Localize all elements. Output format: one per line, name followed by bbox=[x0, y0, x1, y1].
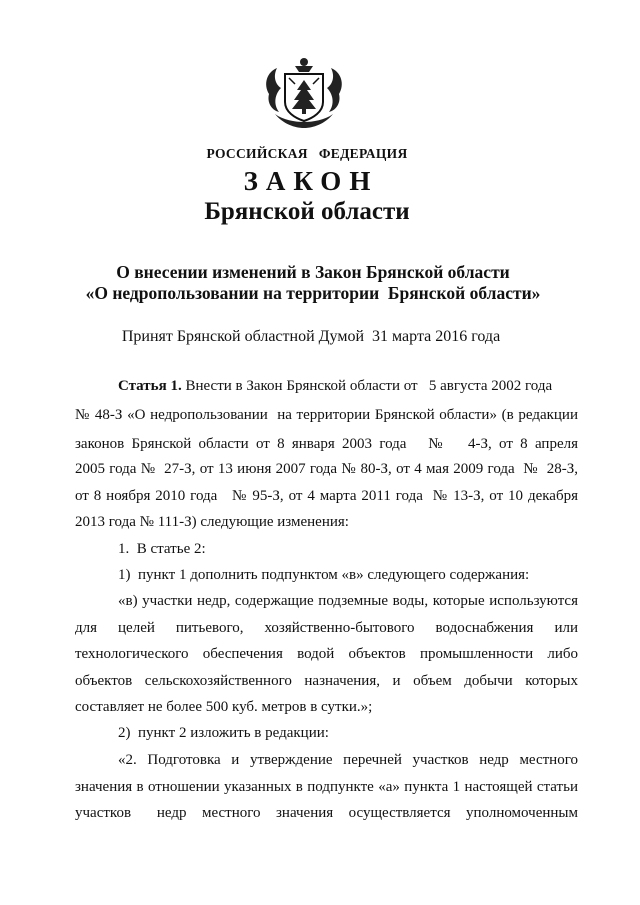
body-line: технологического обеспечения водой объектов промышленности либо bbox=[75, 646, 578, 662]
body-line: для целей питьевого, хозяйственно-бытового водоснабжения или bbox=[75, 620, 578, 636]
body-line-text: Внести в Закон Брянской области от 5 августа 2002 года bbox=[181, 378, 553, 394]
subject-line-1: О внесении изменений в Закон Брянской области bbox=[116, 262, 510, 282]
law-subject bbox=[8, 262, 618, 304]
region-title: Брянской области bbox=[204, 198, 410, 225]
body-line: 1) пункт 1 дополнить подпунктом «в» следующего содержания: bbox=[118, 567, 530, 583]
body-line: 2) пункт 2 изложить в редакции: bbox=[118, 725, 329, 741]
subject-line-2: «О недропользовании на территории Брянской области» bbox=[85, 283, 541, 303]
body-line: «2. Подготовка и утверждение перечней участков недр местного bbox=[118, 752, 578, 768]
body-line: участков недр местного значения осуществляется уполномоченным bbox=[75, 805, 578, 821]
body-line: значения в отношении указанных в подпункте «а» пункта 1 настоящей статьи bbox=[75, 779, 578, 795]
body-line: 2013 года № 111-З) следующие изменения: bbox=[75, 514, 349, 530]
body-line: «в) участки недр, содержащие подземные воды, которые используются bbox=[118, 593, 578, 609]
body-line: законов Брянской области от 8 января 2003 года № 4-З, от 8 апреля bbox=[75, 436, 578, 452]
body-line: от 8 ноября 2010 года № 95-З, от 4 марта 2011 года № 13-З, от 10 декабря bbox=[75, 488, 578, 504]
document-type-title: ЗАКОН bbox=[243, 166, 379, 196]
adoption-note: Принят Брянской областной Думой 31 марта 2016 года bbox=[121, 328, 501, 345]
body-line: составляет не более 500 куб. метров в сутки.»; bbox=[75, 699, 373, 715]
body-line: № 48-З «О недропользовании на территории Брянской области» (в редакции bbox=[75, 407, 578, 423]
body-line bbox=[118, 376, 578, 396]
coat-of-arms-emblem bbox=[261, 54, 347, 134]
article-label: Статья 1. bbox=[118, 378, 182, 394]
body-line: 2005 года № 27-З, от 13 июня 2007 года № 80-З, от 4 мая 2009 года № 28-З, bbox=[75, 461, 578, 477]
body-line: 1. В статье 2: bbox=[118, 541, 206, 557]
body-line: объектов сельскохозяйственного назначения, и объем добычи которых bbox=[75, 673, 578, 689]
country-heading: РОССИЙСКАЯ ФЕДЕРАЦИЯ bbox=[206, 146, 408, 161]
